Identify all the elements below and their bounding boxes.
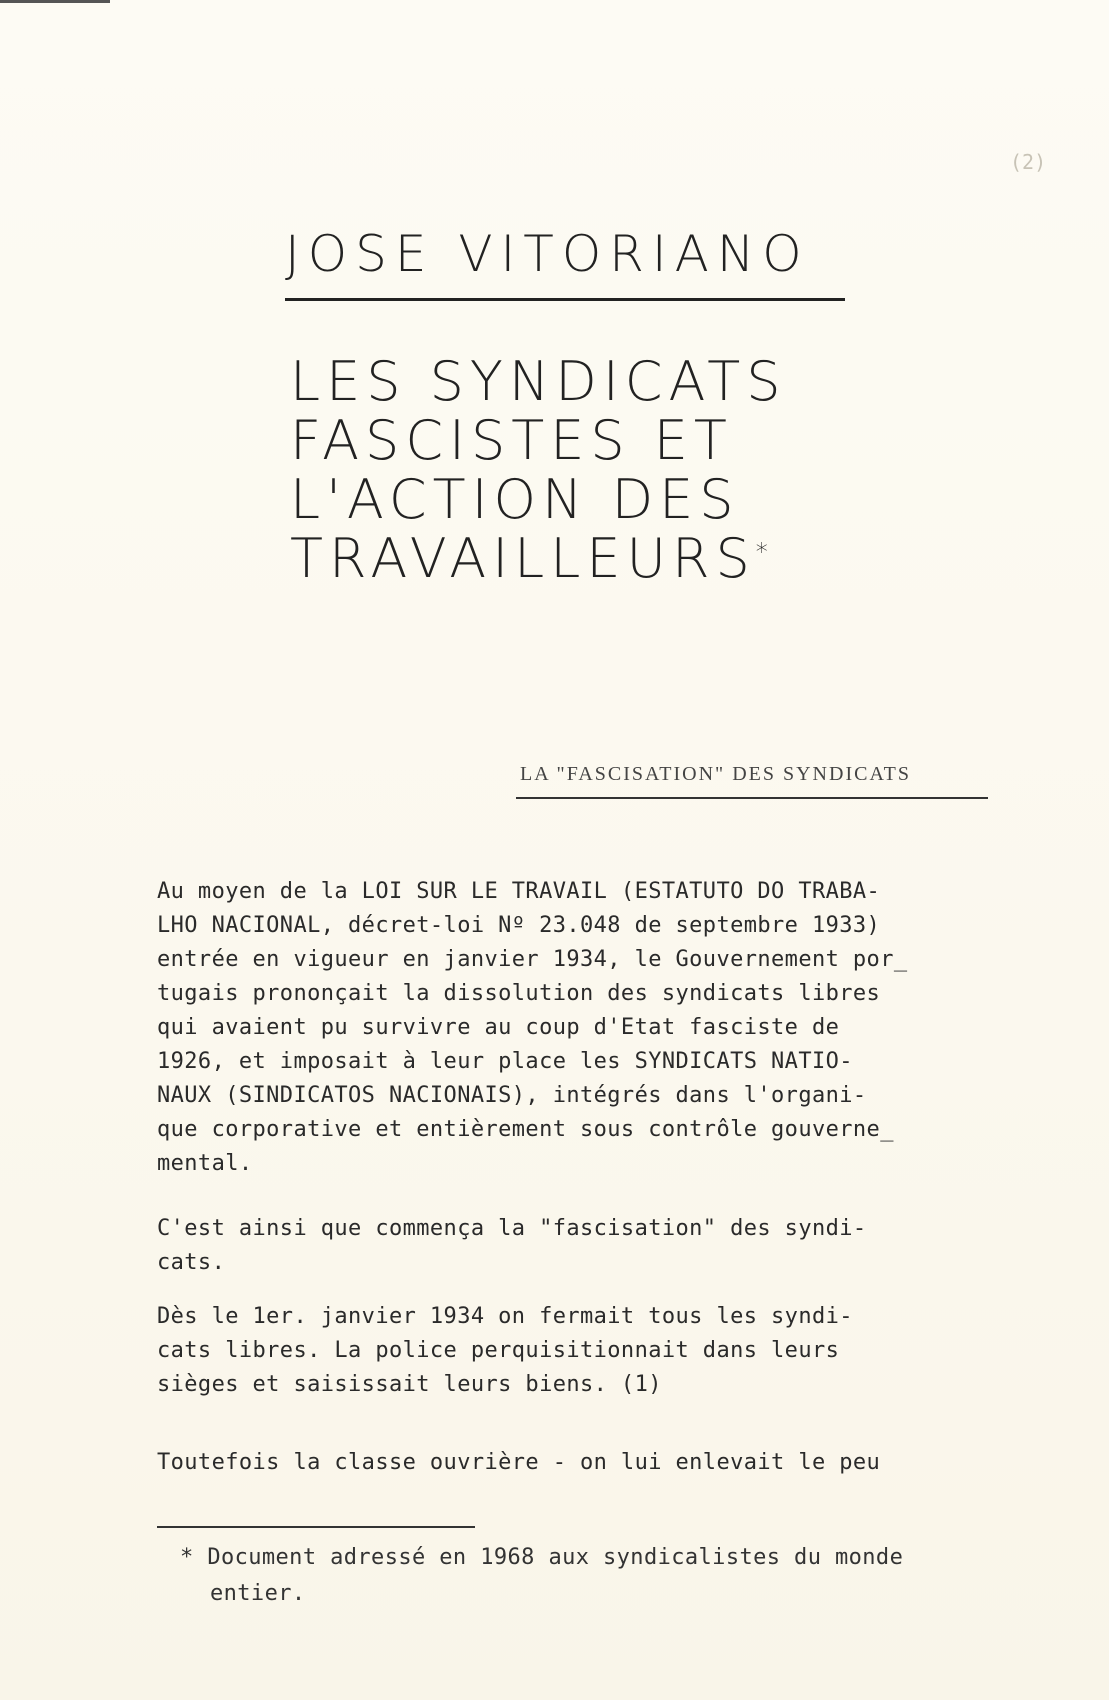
- paragraph-line: entrée en vigueur en janvier 1934, le Gouvernement por_: [157, 947, 908, 972]
- title-line: FASCISTES ET: [290, 409, 733, 472]
- title-line-last: [290, 529, 787, 588]
- section-heading-underline: [516, 797, 988, 799]
- paragraph-line: sièges et saisissait leurs biens. (1): [157, 1372, 662, 1397]
- paragraph-line: C'est ainsi que commença la "fascisation" des syndi-: [157, 1216, 867, 1241]
- paragraph: [157, 875, 1007, 1181]
- paragraph: [157, 1300, 1007, 1402]
- paragraph-line: 1926, et imposait à leur place les SYNDICATS NATIO-: [157, 1049, 853, 1074]
- paragraph-line: Toutefois la classe ouvrière - on lui enlevait le peu: [157, 1450, 881, 1475]
- title-line: TRAVAILLEURS: [290, 527, 756, 590]
- footnote: [180, 1540, 1030, 1612]
- author-name: JOSE VITORIANO: [285, 225, 810, 283]
- paragraph-line: cats libres. La police perquisitionnait dans leurs: [157, 1338, 840, 1363]
- paragraph-line: Au moyen de la LOI SUR LE TRAVAIL (ESTATUTO DO TRABA-: [157, 879, 881, 904]
- footnote-separator: [157, 1526, 475, 1528]
- page-number: (2): [1010, 150, 1047, 174]
- paragraph-line: mental.: [157, 1151, 253, 1176]
- document-title: [290, 352, 787, 588]
- paragraph: [157, 1446, 1007, 1480]
- footnote-line-first: [180, 1540, 1030, 1576]
- footnote-line: entier.: [210, 1581, 306, 1606]
- paragraph: [157, 1212, 1007, 1280]
- paragraph-line: LHO NACIONAL, décret-loi Nº 23.048 de septembre 1933): [157, 913, 881, 938]
- author-underline: [285, 298, 845, 301]
- paragraph-line: tugais prononçait la dissolution des syndicats libres: [157, 981, 881, 1006]
- paragraph-line: cats.: [157, 1250, 226, 1275]
- title-footnote-mark: *: [755, 538, 768, 566]
- footnote-mark: *: [180, 1545, 194, 1570]
- paragraph-line: NAUX (SINDICATOS NACIONAIS), intégrés dans l'organi-: [157, 1083, 867, 1108]
- title-line: LES SYNDICATS: [290, 350, 787, 413]
- page-edge-mark: [0, 0, 110, 3]
- title-line: L'ACTION DES: [290, 468, 740, 531]
- paragraph-line: que corporative et entièrement sous contrôle gouverne_: [157, 1117, 894, 1142]
- footnote-line: Document adressé en 1968 aux syndicalistes du monde: [207, 1545, 904, 1570]
- section-heading: LA "FASCISATION" DES SYNDICATS: [520, 763, 912, 785]
- paragraph-line: Dès le 1er. janvier 1934 on fermait tous les syndi-: [157, 1304, 853, 1329]
- paragraph-line: qui avaient pu survivre au coup d'Etat fasciste de: [157, 1015, 840, 1040]
